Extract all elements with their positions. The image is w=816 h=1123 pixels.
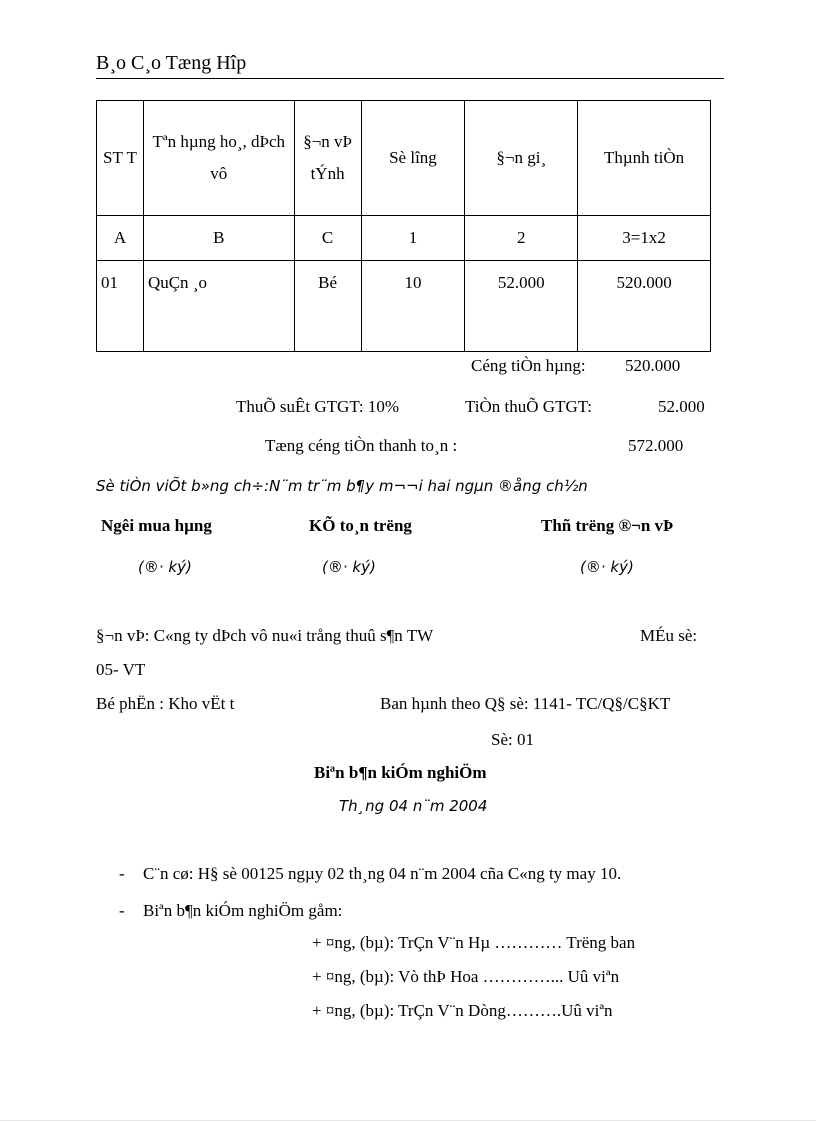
subtotal-label: Céng tiÒn hµng: bbox=[471, 356, 586, 375]
header-cell: Sè lîng bbox=[361, 101, 465, 216]
page-bottom-rule bbox=[0, 1120, 816, 1121]
header-cell: ST T bbox=[97, 101, 144, 216]
subtotal-value: 520.000 bbox=[625, 356, 681, 375]
tax-value: 52.000 bbox=[658, 397, 705, 416]
signature-head: Thñ trëng ®¬n vÞ bbox=[541, 516, 674, 535]
code-cell: A bbox=[97, 216, 144, 261]
member-line: + ¤ng, (bµ): TrÇn V¨n Dòng……….Uû viªn bbox=[312, 1001, 613, 1020]
code-cell: 2 bbox=[465, 216, 578, 261]
header-cell: §¬n gi¸ bbox=[465, 101, 578, 216]
item-quantity: 10 bbox=[361, 261, 465, 352]
form-number-label: MÉu sè: bbox=[640, 626, 698, 645]
signed-note-head: (®· ký) bbox=[580, 558, 634, 576]
table-header-row bbox=[97, 101, 711, 216]
form-unit: §¬n vÞ: C«ng ty dÞch vô nu«i trång thuû s¶n TW bbox=[96, 626, 434, 645]
grand-total-label: Tæng céng tiÒn thanh to¸n : bbox=[265, 436, 458, 455]
header-cell: Tªn hµng ho¸, dÞch vô bbox=[143, 101, 294, 216]
signature-buyer: Ngêi mua hµng bbox=[101, 516, 212, 535]
header-underline bbox=[96, 78, 724, 79]
form-department: Bé phËn : Kho vËt t bbox=[96, 694, 235, 713]
row-index: 01 bbox=[97, 261, 144, 352]
document-number: Sè: 01 bbox=[491, 730, 534, 749]
committee-line: Biªn b¶n kiÓm nghiÖm gåm: bbox=[143, 901, 343, 920]
code-cell: B bbox=[143, 216, 294, 261]
tax-label: TiÒn thuÕ GTGT: bbox=[465, 397, 592, 416]
form-number-value: 05- VT bbox=[96, 660, 146, 679]
table-row bbox=[97, 261, 711, 352]
signed-note-buyer: (®· ký) bbox=[138, 558, 192, 576]
table-code-row bbox=[97, 216, 711, 261]
invoice-table bbox=[96, 100, 711, 352]
header-cell: Thµnh tiÒn bbox=[578, 101, 711, 216]
item-name: QuÇn ¸o bbox=[143, 261, 294, 352]
signed-note-accountant: (®· ký) bbox=[322, 558, 376, 576]
document-title: Biªn b¶n kiÓm nghiÖm bbox=[314, 763, 487, 782]
grand-total-value: 572.000 bbox=[628, 436, 684, 455]
code-cell: 3=1x2 bbox=[578, 216, 711, 261]
item-unit: Bé bbox=[294, 261, 361, 352]
header-cell: §¬n vÞ tÝnh bbox=[294, 101, 361, 216]
item-amount: 520.000 bbox=[578, 261, 711, 352]
member-line: + ¤ng, (bµ): Vò thÞ Hoa …………... Uû viªn bbox=[312, 967, 620, 986]
bullet-marker: - bbox=[119, 901, 125, 920]
code-cell: C bbox=[294, 216, 361, 261]
tax-rate: ThuÕ suÊt GTGT: 10% bbox=[236, 397, 399, 416]
signature-accountant: KÕ to¸n trëng bbox=[309, 516, 412, 535]
document-date: Th¸ng 04 n¨m 2004 bbox=[339, 797, 488, 815]
basis-line: C¨n cø: H§ sè 00125 ngµy 02 th¸ng 04 n¨m 2004 cña C«ng ty may 10. bbox=[143, 864, 622, 883]
member-line: + ¤ng, (bµ): TrÇn V¨n Hµ ………… Trëng ban bbox=[312, 933, 636, 952]
bullet-marker: - bbox=[119, 864, 125, 883]
amount-in-words: Sè tiÒn viÕt b»ng ch÷:N¨m tr¨m b¶y m¬¬i hai ngµn ®ång ch½n bbox=[96, 477, 588, 495]
form-issued-by: Ban hµnh theo Q§ sè: 1141- TC/Q§/C§KT bbox=[380, 694, 671, 713]
item-unit-price: 52.000 bbox=[465, 261, 578, 352]
code-cell: 1 bbox=[361, 216, 465, 261]
report-title: B¸o C¸o Tæng Hîp bbox=[96, 52, 247, 74]
